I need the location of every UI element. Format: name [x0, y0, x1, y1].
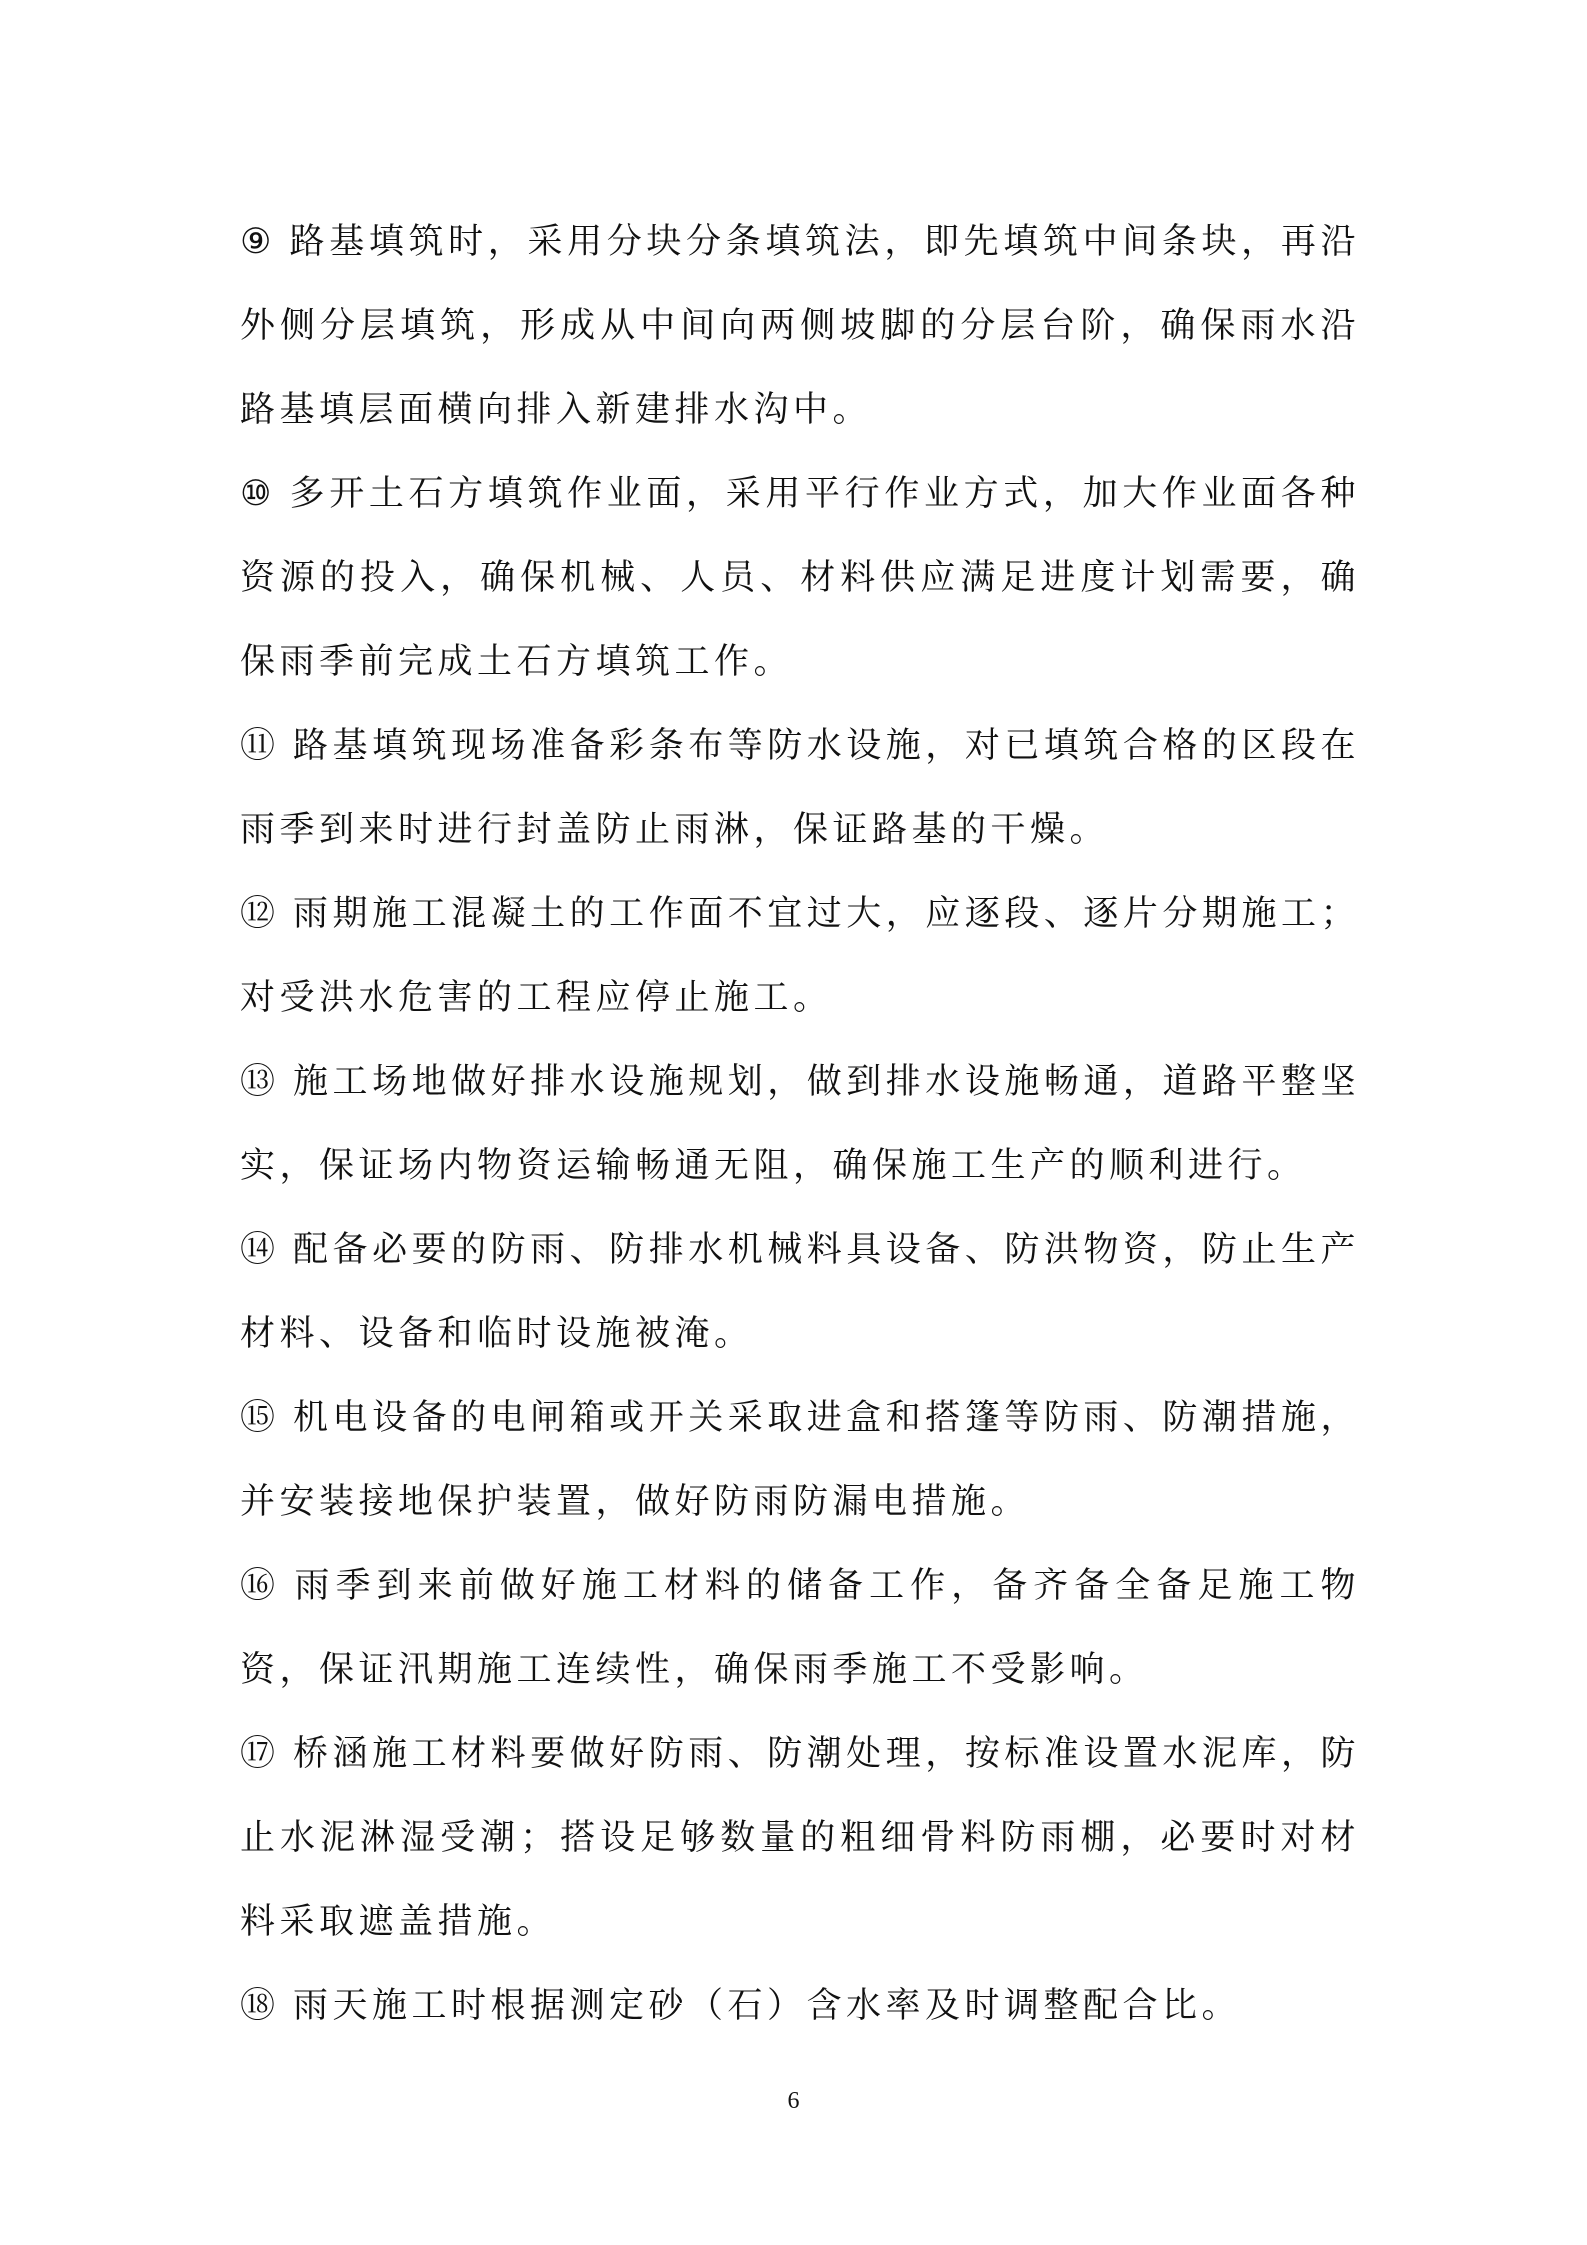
item-marker: ⑱	[240, 1986, 276, 2026]
paragraph-text: 配备必要的防雨、防排水机械料具设备、防洪物资，防止生产材料、设备和临时设施被淹。	[240, 1230, 1360, 1354]
paragraph-text: 路基填筑时，采用分块分条填筑法，即先填筑中间条块，再沿外侧分层填筑，形成从中间向两侧坡脚的分层台阶，确保雨水沿路基填层面横向排入新建排水沟中。	[240, 222, 1360, 430]
item-marker: ⑨	[240, 222, 272, 262]
paragraph-9	[240, 200, 1360, 452]
item-marker: ⑪	[240, 726, 276, 766]
item-marker: ⑯	[240, 1566, 276, 1606]
paragraph-16	[240, 1544, 1360, 1712]
paragraph-11	[240, 704, 1360, 872]
item-marker: ⑬	[240, 1062, 276, 1102]
page-number: 6	[787, 2088, 800, 2114]
item-marker: ⑫	[240, 894, 276, 934]
paragraph-15	[240, 1376, 1360, 1544]
paragraph-text: 多开土石方填筑作业面，采用平行作业方式，加大作业面各种资源的投入，确保机械、人员、材料供应满足进度计划需要，确保雨季前完成土石方填筑工作。	[240, 474, 1360, 682]
paragraph-18	[240, 1964, 1360, 2048]
paragraph-text: 桥涵施工材料要做好防雨、防潮处理，按标准设置水泥库，防止水泥淋湿受潮；搭设足够数量的粗细骨料防雨棚，必要时对材料采取遮盖措施。	[240, 1734, 1360, 1942]
paragraph-10	[240, 452, 1360, 704]
paragraph-text: 机电设备的电闸箱或开关采取进盒和搭篷等防雨、防潮措施，并安装接地保护装置，做好防雨防漏电措施。	[240, 1398, 1360, 1522]
paragraph-12	[240, 872, 1360, 1040]
paragraph-text: 雨季到来前做好施工材料的储备工作，备齐备全备足施工物资，保证汛期施工连续性，确保雨季施工不受影响。	[240, 1566, 1360, 1690]
paragraph-13	[240, 1040, 1360, 1208]
paragraph-text: 雨期施工混凝土的工作面不宜过大，应逐段、逐片分期施工；对受洪水危害的工程应停止施工。	[240, 894, 1360, 1018]
paragraph-text: 路基填筑现场准备彩条布等防水设施，对已填筑合格的区段在雨季到来时进行封盖防止雨淋，保证路基的干燥。	[240, 726, 1360, 850]
item-marker: ⑭	[240, 1230, 276, 1270]
paragraph-text: 雨天施工时根据测定砂（石）含水率及时调整配合比。	[293, 1986, 1242, 2026]
item-marker: ⑰	[240, 1734, 276, 1774]
paragraph-17	[240, 1712, 1360, 1964]
paragraph-text: 施工场地做好排水设施规划，做到排水设施畅通，道路平整坚实，保证场内物资运输畅通无阻，确保施工生产的顺利进行。	[240, 1062, 1360, 1186]
paragraph-14	[240, 1208, 1360, 1376]
item-marker: ⑩	[240, 474, 272, 514]
item-marker: ⑮	[240, 1398, 276, 1438]
body-text	[240, 200, 1360, 2048]
